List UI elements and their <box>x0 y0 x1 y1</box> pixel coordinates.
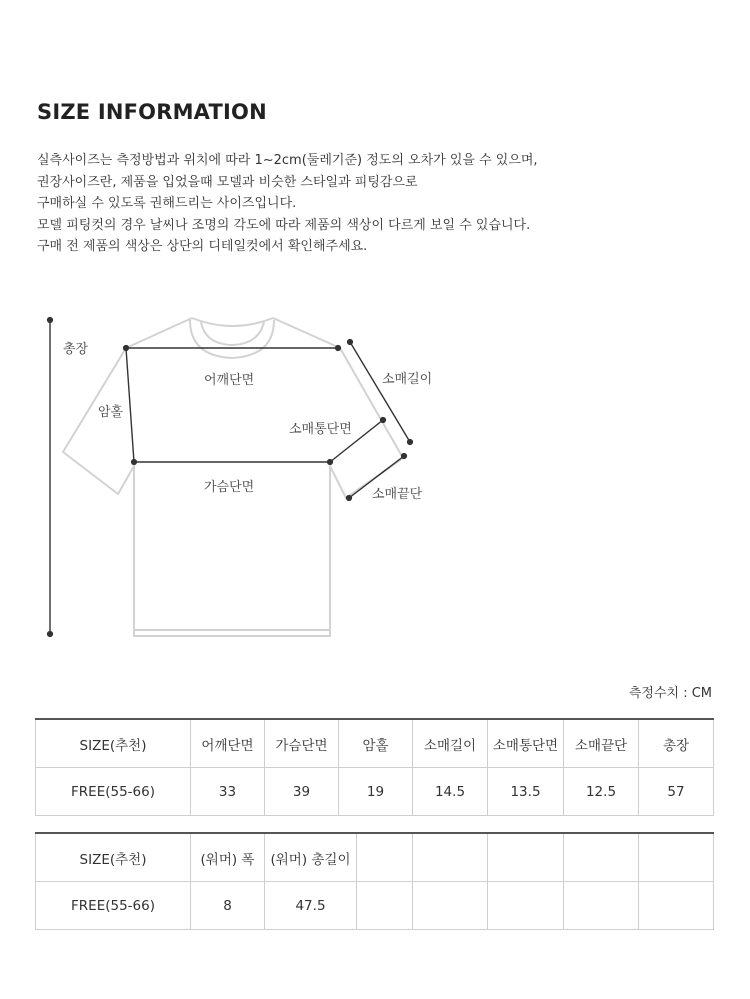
table-cell <box>564 882 639 930</box>
page-title: SIZE INFORMATION <box>37 100 267 124</box>
table-cell: 33 <box>191 768 265 816</box>
table-header-cell <box>564 833 639 882</box>
table-header-cell <box>413 833 488 882</box>
label-shoulder-width: 어깨단면 <box>204 373 255 388</box>
sleeve-length-line <box>350 342 410 442</box>
table-cell: 19 <box>339 768 413 816</box>
table-row <box>36 768 714 816</box>
table-header-row <box>36 833 714 882</box>
tshirt-illustration <box>0 300 750 650</box>
table-cell: 14.5 <box>413 768 488 816</box>
note-line: 구매하실 수 있도록 권해드리는 사이즈입니다. <box>37 196 297 211</box>
table-row <box>36 882 714 930</box>
table-cell <box>488 882 564 930</box>
size-notes <box>37 150 717 258</box>
table-header-row <box>36 719 714 768</box>
table-cell: 12.5 <box>564 768 639 816</box>
table-cell <box>413 882 488 930</box>
warmer-size-table <box>35 832 714 930</box>
table-header-cell: 암홀 <box>339 719 413 768</box>
table-cell <box>357 882 413 930</box>
table-header-cell: 총장 <box>639 719 714 768</box>
table-cell: 8 <box>191 882 265 930</box>
table-header-cell <box>639 833 714 882</box>
table-header-cell: 어깨단면 <box>191 719 265 768</box>
table-header-cell <box>488 833 564 882</box>
table-cell: 39 <box>265 768 339 816</box>
label-armhole: 암홀 <box>98 405 124 420</box>
label-sleeve-width: 소매통단면 <box>289 422 352 437</box>
note-line: 권장사이즈란, 제품을 입었을때 모델과 비슷한 스타일과 피팅감으로 <box>37 174 418 190</box>
tshirt-measurement-diagram <box>0 300 750 650</box>
table-header-cell: (워머) 폭 <box>191 833 265 882</box>
table-header-cell: (워머) 총길이 <box>265 833 357 882</box>
label-total-length: 총장 <box>63 342 89 357</box>
table-header-cell: SIZE(추천) <box>36 719 191 768</box>
label-sleeve-length: 소매길이 <box>382 372 433 387</box>
table-cell: 57 <box>639 768 714 816</box>
table-header-cell: SIZE(추천) <box>36 833 191 882</box>
table-cell: 13.5 <box>488 768 564 816</box>
size-table <box>35 718 714 816</box>
note-line: 모델 피팅컷의 경우 날씨나 조명의 각도에 따라 제품의 색상이 다르게 보일 수 있습니다. <box>37 217 531 233</box>
armhole-line <box>126 348 134 462</box>
table-cell: 47.5 <box>265 882 357 930</box>
note-line: 실측사이즈는 측정방법과 위치에 따라 1~2cm(둘레기준) 정도의 오차가 있을 수 있으며, <box>37 153 538 168</box>
table-header-cell: 소매끝단 <box>564 719 639 768</box>
table-cell: FREE(55-66) <box>36 768 191 816</box>
label-sleeve-opening: 소매끝단 <box>372 487 423 502</box>
label-chest-width: 가슴단면 <box>204 480 255 495</box>
table-header-cell: 소매길이 <box>413 719 488 768</box>
table-header-cell: 소매통단면 <box>488 719 564 768</box>
table-cell: FREE(55-66) <box>36 882 191 930</box>
note-line: 구매 전 제품의 색상은 상단의 디테일컷에서 확인해주세요. <box>37 239 368 254</box>
table-cell <box>639 882 714 930</box>
unit-label: 측정수치 : CM <box>628 686 712 701</box>
table-header-cell: 가슴단면 <box>265 719 339 768</box>
table-header-cell <box>357 833 413 882</box>
